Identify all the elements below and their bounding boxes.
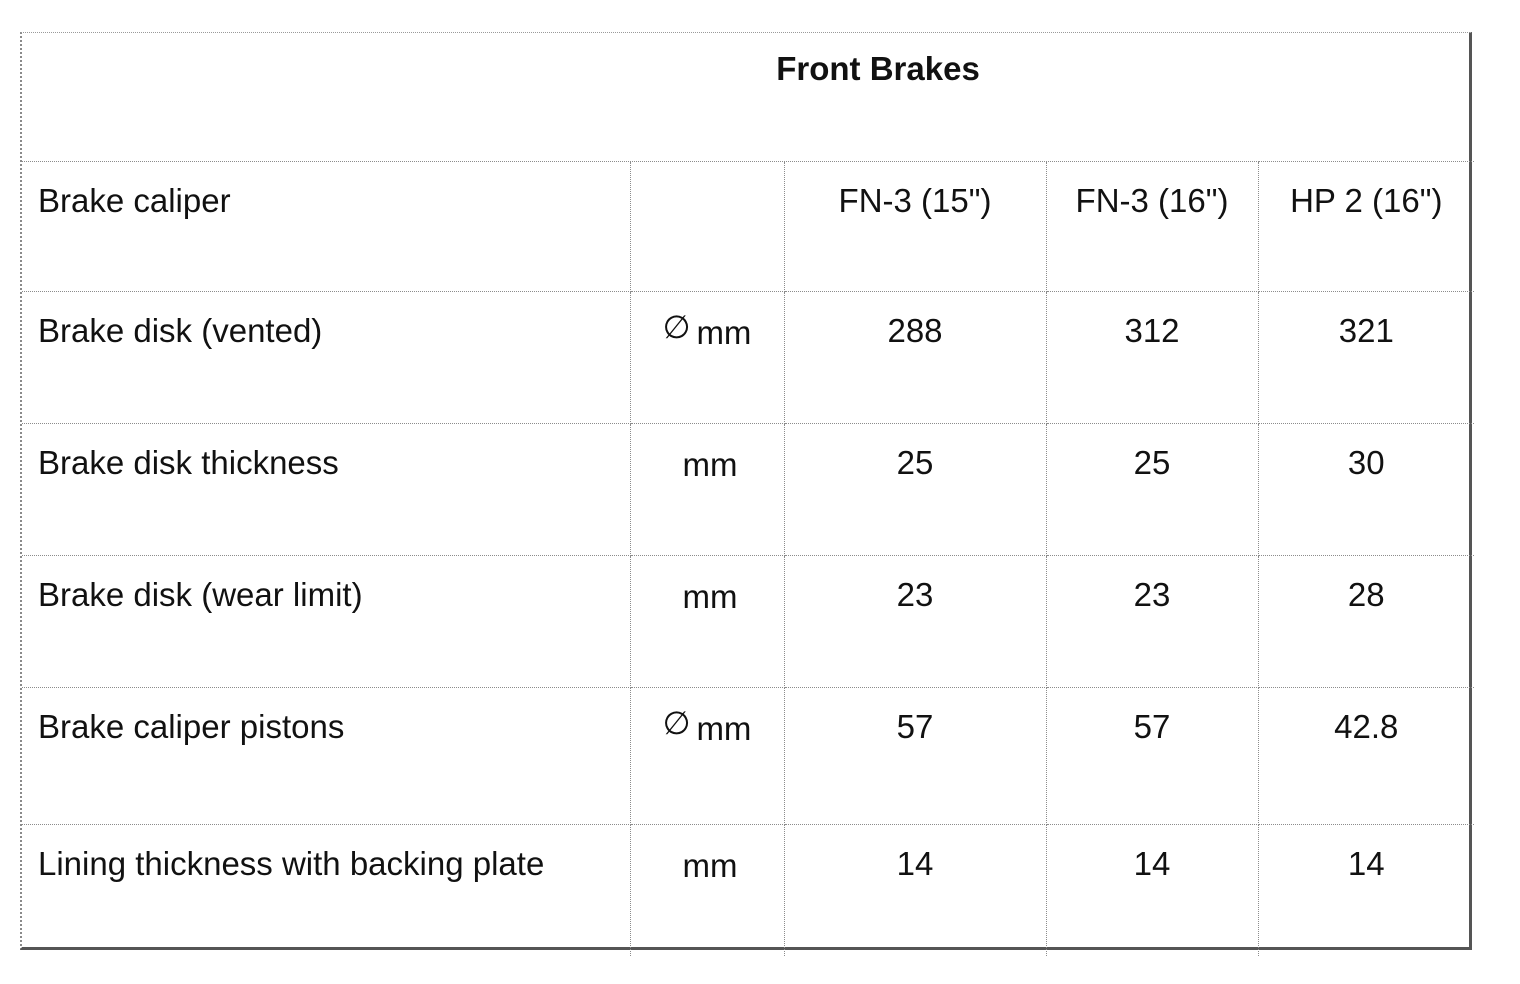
row-label: Brake disk thickness: [22, 423, 630, 555]
row-value: 14: [1046, 824, 1258, 956]
row-value: 42.8: [1258, 687, 1474, 824]
row-unit-cell: [630, 291, 784, 423]
row-unit: mm: [682, 846, 738, 884]
table-row: [22, 423, 1474, 555]
row-label: Brake caliper pistons: [22, 687, 630, 824]
row-unit: mm: [682, 445, 738, 483]
header-column-fn3-15: FN-3 (15"): [784, 161, 1046, 291]
row-value: 23: [1046, 555, 1258, 687]
header-column-fn3-16: FN-3 (16"): [1046, 161, 1258, 291]
row-label: Brake disk (vented): [22, 291, 630, 423]
row-value: 23: [784, 555, 1046, 687]
row-unit-cell: [630, 687, 784, 824]
row-unit: mm: [696, 313, 752, 351]
brake-spec-table: [22, 33, 1474, 956]
row-unit: mm: [696, 709, 752, 747]
table-title-cell: [22, 33, 1474, 161]
row-value: 14: [1258, 824, 1474, 956]
header-unit: [630, 161, 784, 291]
header-label: Brake caliper: [22, 161, 630, 291]
row-value: 57: [1046, 687, 1258, 824]
row-value: 57: [784, 687, 1046, 824]
table-header-row: [22, 161, 1474, 291]
row-value: 25: [1046, 423, 1258, 555]
header-column-hp2-16: HP 2 (16"): [1258, 161, 1474, 291]
row-unit-cell: [630, 423, 784, 555]
row-value: 312: [1046, 291, 1258, 423]
row-value: 28: [1258, 555, 1474, 687]
table-title-row: [22, 33, 1474, 161]
diameter-symbol: ∅: [662, 307, 691, 346]
row-value: 25: [784, 423, 1046, 555]
table-row: [22, 824, 1474, 956]
diameter-symbol: ∅: [662, 703, 691, 742]
row-unit-cell: [630, 824, 784, 956]
row-value: 14: [784, 824, 1046, 956]
row-unit: mm: [682, 577, 738, 615]
brake-spec-sheet: [20, 32, 1472, 950]
row-value: 30: [1258, 423, 1474, 555]
table-title: Front Brakes: [776, 50, 980, 87]
row-label: Lining thickness with backing plate: [22, 824, 630, 956]
table-row: [22, 291, 1474, 423]
row-label: Brake disk (wear limit): [22, 555, 630, 687]
row-unit-cell: [630, 555, 784, 687]
table-row: [22, 555, 1474, 687]
row-value: 321: [1258, 291, 1474, 423]
table-row: [22, 687, 1474, 824]
row-value: 288: [784, 291, 1046, 423]
